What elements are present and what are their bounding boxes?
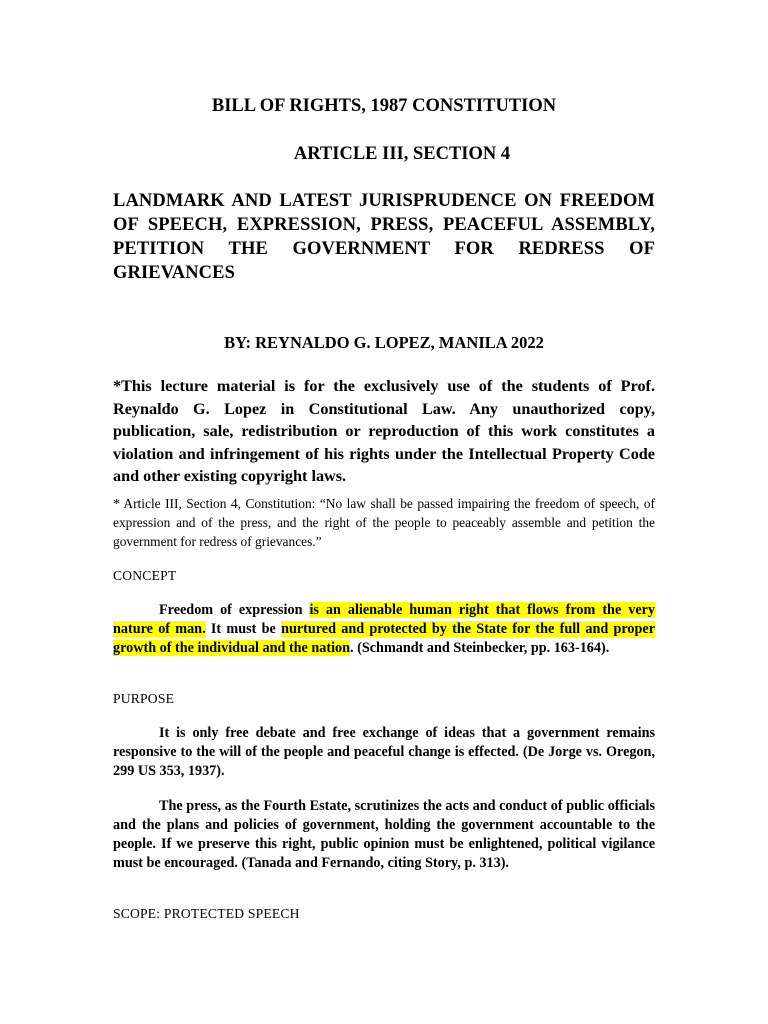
- concept-paragraph: [113, 601, 655, 658]
- subject-heading: LANDMARK AND LATEST JURISPRUDENCE ON FREEDOM OF SPEECH, EXPRESSION, PRESS, PEACEFUL ASSEMBLY, PETITION THE GOVERNMENT FOR REDRESS OF GRIEVANCES: [113, 191, 655, 283]
- purpose-paragraph-1: It is only free debate and free exchange of ideas that a government remains responsive to the will of the people and peaceful change is effected. (De Jorge vs. Oregon, 299 US 353, 1937).: [113, 725, 655, 779]
- purpose-paragraph-2: The press, as the Fourth Estate, scrutinizes the acts and conduct of public officials and the plans and policies of government, holding the government accountable to the people. If we preserve this right, public opinion must be enlightened, political vigilance must be encouraged. (Tanada and Fernando, citing Story, p. 313).: [113, 798, 655, 871]
- article-heading: ARTICLE III, SECTION 4: [293, 144, 511, 164]
- concept-text-3: . (Schmandt and Steinbecker, pp. 163-164).: [350, 640, 610, 656]
- document-title: BILL OF RIGHTS, 1987 CONSTITUTION: [211, 96, 557, 116]
- concept-heading: CONCEPT: [113, 568, 177, 583]
- byline: BY: REYNALDO G. LOPEZ, MANILA 2022: [224, 333, 544, 352]
- scope-heading: SCOPE: PROTECTED SPEECH: [113, 906, 300, 921]
- concept-text-1: Freedom of expression: [159, 602, 310, 618]
- copyright-notice: *This lecture material is for the exclusively use of the students of Prof. Reynaldo G. Lopez in Constitutional Law. Any unauthorized copy, publication, sale, redistribution or reproduction of this work constitutes a violation and infringement of his rights under the Intellectual Property Code and other existing copyright laws.: [113, 377, 655, 486]
- concept-highlight-1: is an alienable human right that flows from the very nature of man.: [113, 602, 656, 637]
- concept-highlight-2: nurtured and protected by the State for the full and proper growth of the individual and the nation: [113, 621, 655, 656]
- concept-text-2: It must be: [205, 621, 282, 637]
- purpose-heading: PURPOSE: [113, 691, 175, 706]
- constitution-footnote: * Article III, Section 4, Constitution: “No law shall be passed impairing the freedom of speech, of expression and of the press, and the right of the people to peaceably assemble and petition the government for redress of grievances.”: [113, 496, 655, 549]
